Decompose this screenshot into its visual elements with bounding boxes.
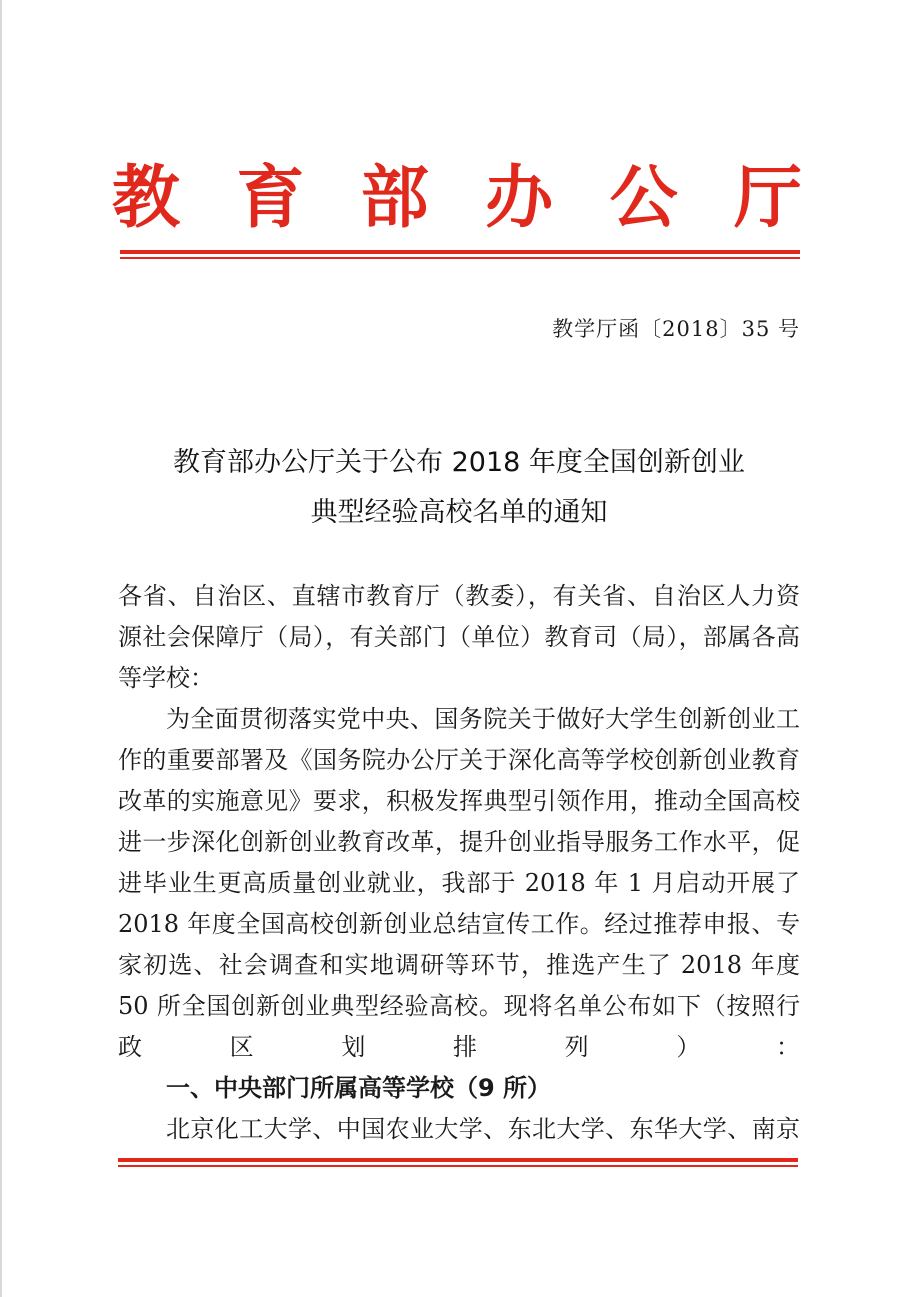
title-line-2: 典型经验高校名单的通知 (310, 497, 608, 528)
masthead-char: 部 (360, 158, 429, 238)
addressee: 各省、自治区、直辖市教育厅（教委），有关省、自治区人力资源社会保障厅（局），有关部门（单位）教育司（局），部属各高等学校： (118, 582, 800, 692)
document-body (118, 576, 800, 1150)
masthead (112, 148, 802, 248)
masthead-divider (120, 250, 800, 254)
masthead-divider-thin (120, 257, 800, 259)
footer-divider (118, 1158, 798, 1162)
document-title (118, 438, 800, 538)
paragraph: 为全面贯彻落实党中央、国务院关于做好大学生创新创业工作的重要部署及《国务院办公厅关于深化高等学校创新创业教育改革的实施意见》要求，积极发挥典型引领作用，推动全国高校进一步深化创新创业教育改革，提升创业指导服务工作水平，促进毕业生更高质量创业就业，我部于 2018 年 1 月启动开展了 2018 年度全国高校创新创业总结宣传工作。经过推荐申报、专家初选、社会调查和实地调研等环节，推选产生了 2018 年度 50 所全国创新创业典型经验高校。现将名单公布如下（按照行政区划排列）： (118, 705, 800, 1061)
masthead-char: 教 (112, 158, 181, 238)
title-line-1: 教育部办公厅关于公布 2018 年度全国创新创业 (173, 447, 745, 478)
page-edge (0, 0, 2, 1297)
masthead-char: 办 (485, 158, 554, 238)
masthead-char: 育 (236, 158, 305, 238)
section-heading: 一、中央部门所属高等学校（9 所） (166, 1074, 552, 1102)
masthead-char: 厅 (733, 158, 802, 238)
footer-divider-thin (118, 1165, 798, 1167)
masthead-char: 公 (609, 158, 678, 238)
paragraph: 北京化工大学、中国农业大学、东北大学、东华大学、南京 (166, 1115, 800, 1143)
document-number: 教学厅函〔2018〕35 号 (552, 317, 800, 341)
